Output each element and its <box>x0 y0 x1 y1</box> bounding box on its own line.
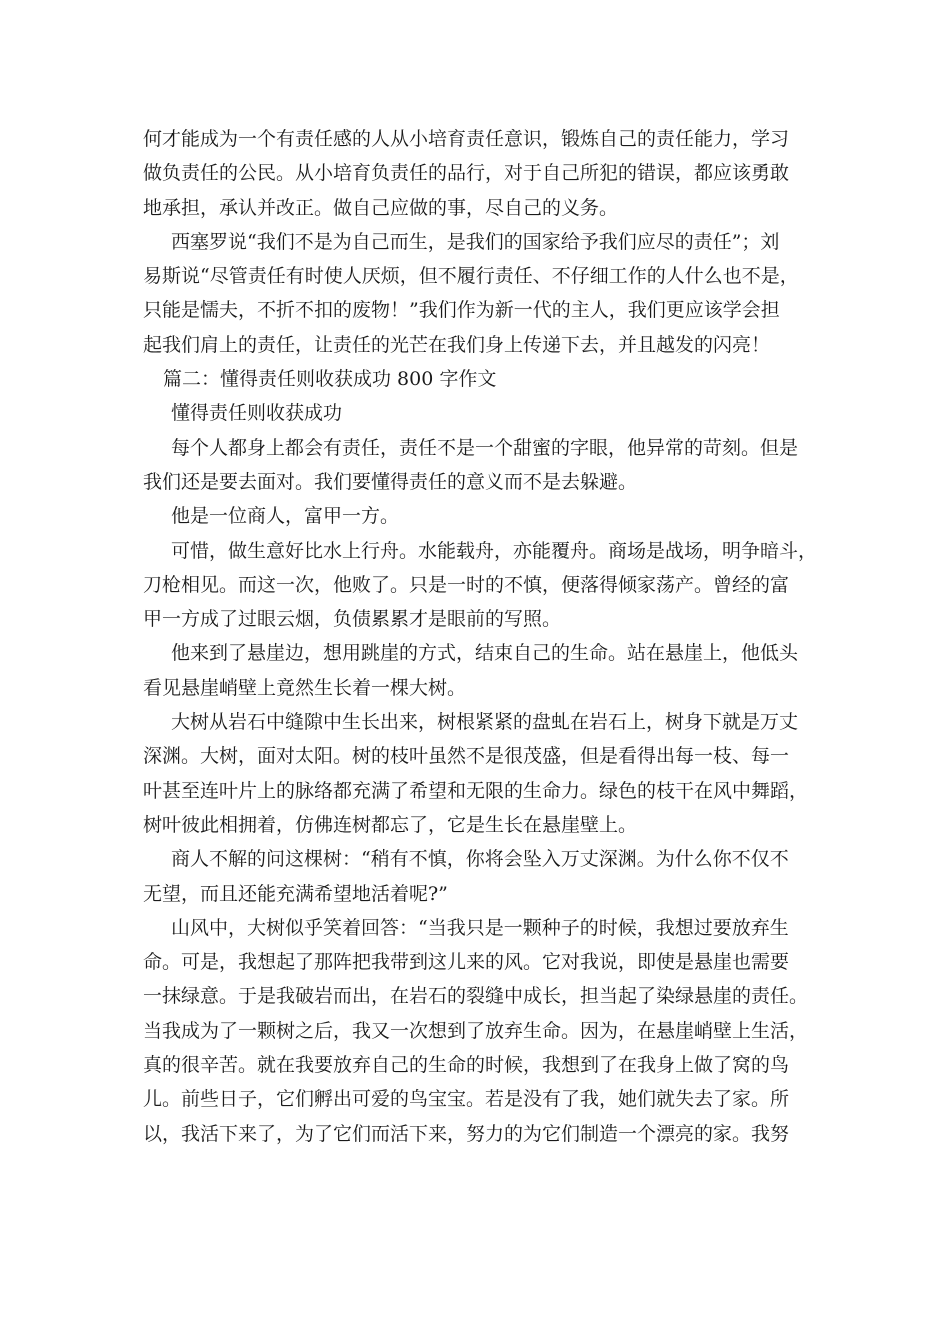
paragraph-start-line: 他来到了悬崖边，想用跳崖的方式，结束自己的生命。站在悬崖上，他低头 <box>171 642 799 665</box>
text-line: 易斯说“尽管责任有时使人厌烦，但不履行责任、不仔细工作的人什么也不是， <box>143 265 799 288</box>
paragraph-start-line: 商人不解的问这棵树：“稍有不慎，你将会坠入万丈深渊。为什么你不仅不 <box>171 848 789 871</box>
text-line: 树叶彼此相拥着，仿佛连树都忘了，它是生长在悬崖壁上。 <box>143 813 638 836</box>
paragraph-start-line: 大树从岩石中缝隙中生长出来，树根紧紧的盘虬在岩石上，树身下就是万丈 <box>171 711 799 734</box>
paragraph-start-line: 可惜，做生意好比水上行舟。水能载舟，亦能覆舟。商场是战场，明争暗斗， <box>171 539 818 562</box>
paragraph-start-line: 山风中，大树似乎笑着回答：“当我只是一颗种子的时候，我想过要放弃生 <box>171 916 789 939</box>
text-line: 起我们肩上的责任，让责任的光芒在我们身上传递下去，并且越发的闪亮！ <box>143 333 771 356</box>
text-line: 看见悬崖峭壁上竟然生长着一棵大树。 <box>143 676 467 699</box>
text-line: 何才能成为一个有责任感的人从小培育责任意识，锻炼自己的责任能力，学习 <box>143 128 790 150</box>
text-line: 地承担，承认并改正。做自己应做的事，尽自己的义务。 <box>143 196 619 219</box>
text-line: 一抹绿意。于是我破岩而出，在岩石的裂缝中成长，担当起了染绿悬崖的责任。 <box>143 985 809 1008</box>
paragraph-start-line: 每个人都身上都会有责任，责任不是一个甜蜜的字眼，他异常的苛刻。但是 <box>171 436 799 459</box>
text-line: 深渊。大树，面对太阳。树的枝叶虽然不是很茂盛，但是看得出每一枝、每一 <box>143 745 790 768</box>
text-line: 无望，而且还能充满希望地活着呢?” <box>143 882 448 905</box>
article-title: 懂得责任则收获成功 <box>171 402 343 425</box>
text-line: 甲一方成了过眼云烟，负债累累才是眼前的写照。 <box>143 608 562 631</box>
text-line: 真的很辛苦。就在我要放弃自己的生命的时候，我想到了在我身上做了窝的鸟 <box>143 1054 790 1077</box>
document-body <box>143 122 823 1151</box>
paragraph-start-line: 他是一位商人，富甲一方。 <box>171 505 400 528</box>
paragraph-start-line: 西塞罗说“我们不是为自己而生，是我们的国家给予我们应尽的责任”；刘 <box>171 230 780 253</box>
text-line: 刀枪相见。而这一次，他败了。只是一时的不慎，便落得倾家荡产。曾经的富 <box>143 573 790 596</box>
text-line: 我们还是要去面对。我们要懂得责任的意义而不是去躲避。 <box>143 470 638 493</box>
text-line: 做负责任的公民。从小培育负责任的品行，对于自己所犯的错误，都应该勇敢 <box>143 162 790 185</box>
section-heading: 篇二：懂得责任则收获成功 800 字作文 <box>163 368 497 391</box>
text-line: 只能是懦夫，不折不扣的废物！”我们作为新一代的主人，我们更应该学会担 <box>143 299 780 322</box>
text-line: 以，我活下来了，为了它们而活下来，努力的为它们制造一个漂亮的家。我努 <box>143 1122 790 1145</box>
text-line: 命。可是，我想起了那阵把我带到这儿来的风。它对我说，即使是悬崖也需要 <box>143 951 790 974</box>
text-line: 叶甚至连叶片上的脉络都充满了希望和无限的生命力。绿色的枝干在风中舞蹈， <box>143 779 809 802</box>
text-line: 儿。前些日子，它们孵出可爱的鸟宝宝。若是没有了我，她们就失去了家。所 <box>143 1088 790 1111</box>
text-line: 当我成为了一颗树之后，我又一次想到了放弃生命。因为，在悬崖峭壁上生活， <box>143 1019 809 1042</box>
